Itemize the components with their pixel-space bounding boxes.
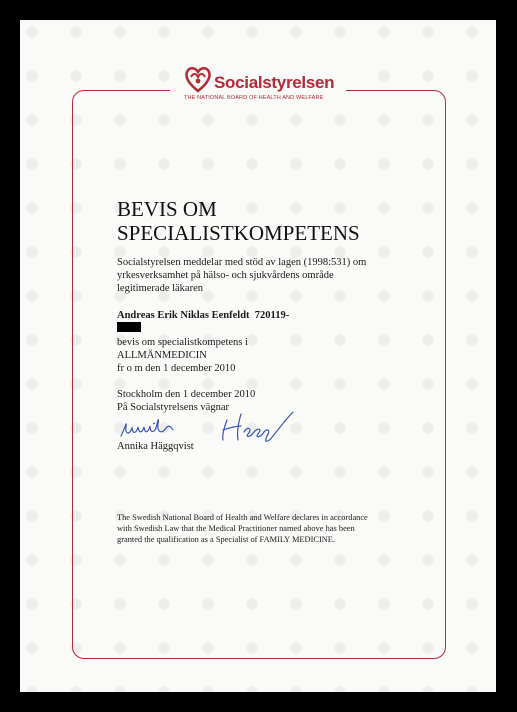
organization-logo	[170, 64, 346, 106]
socialstyrelsen-logo-icon	[182, 64, 214, 94]
intro-paragraph	[117, 256, 366, 295]
redaction-bar	[117, 322, 141, 332]
intro-line: yrkesverksamhet på hälso- och sjukvårdens område	[117, 270, 334, 281]
english-line: The Swedish National Board of Health and Welfare declares in accordance	[117, 513, 368, 522]
english-line: with Swedish Law that the Medical Practitioner named above has been	[117, 524, 355, 533]
title-line: BEVIS OM	[117, 197, 217, 221]
english-line: granted the qualification as a Specialist of FAMILY MEDICINE.	[117, 535, 336, 544]
title-line: SPECIALISTKOMPETENS	[117, 221, 360, 245]
organization-name: Socialstyrelsen	[214, 73, 335, 92]
cert-line: bevis om specialistkompetens i	[117, 337, 248, 348]
intro-line: legitimerade läkaren	[117, 283, 203, 294]
specialty: ALLMÄNMEDICIN	[117, 350, 207, 361]
signatory: Annika Häggqvist	[117, 441, 194, 452]
place-date: Stockholm den 1 december 2010	[117, 389, 256, 400]
effective-date: fr o m den 1 december 2010	[117, 363, 236, 374]
signatory-name	[117, 440, 194, 453]
certification-paragraph	[117, 336, 248, 375]
holder-id: 720119-	[254, 310, 290, 321]
on-behalf: På Socialstyrelsens vägnar	[117, 402, 229, 413]
holder-line	[117, 309, 289, 332]
holder-name: Andreas Erik Niklas Eenfeldt	[117, 310, 250, 321]
certificate-page	[20, 20, 496, 692]
organization-tagline: THE NATIONAL BOARD OF HEALTH AND WELFARE	[184, 95, 324, 101]
english-statement	[117, 512, 368, 545]
intro-line: Socialstyrelsen meddelar med stöd av lagen (1998:531) om	[117, 257, 367, 268]
document-title	[117, 197, 360, 245]
